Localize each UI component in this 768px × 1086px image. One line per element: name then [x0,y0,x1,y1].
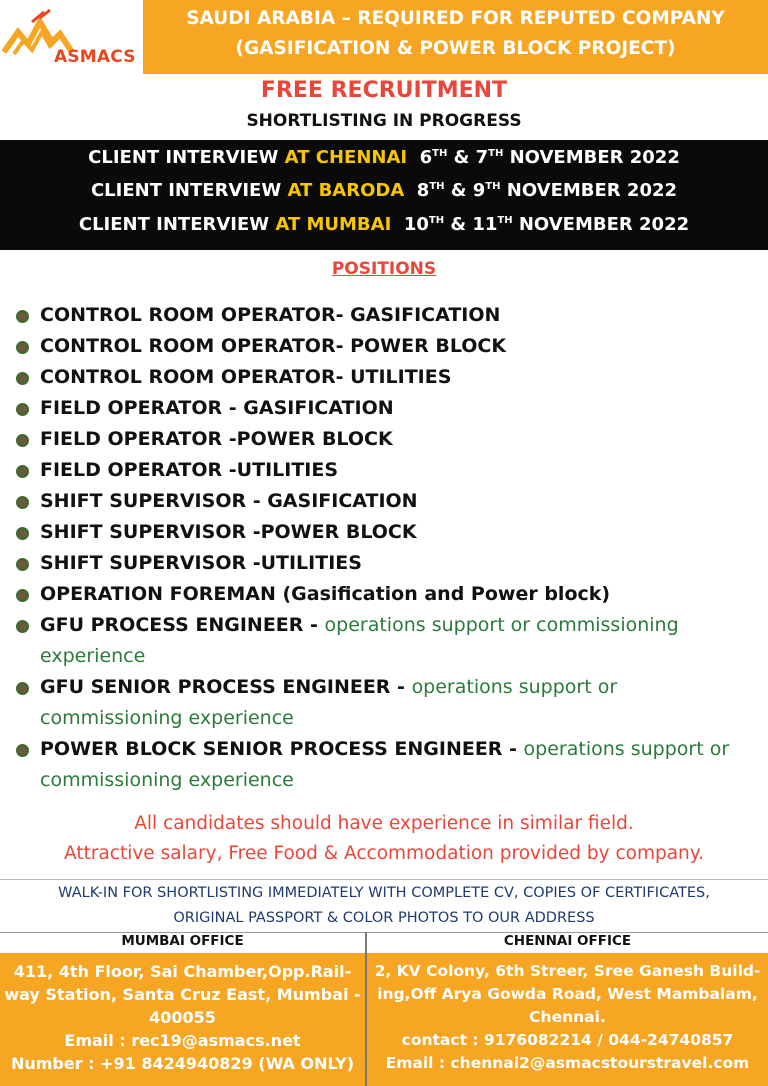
position-detail: operations support or commissioning experience [40,676,618,729]
mumbai-address-line1: 411, 4th Floor, Sai Chamber,Opp.Rail- [13,962,352,981]
walkin-line1: WALK-IN FOR SHORTLISTING IMMEDIATELY WITH COMPLETE CV, COPIES OF CERTIFICATES, [58,885,710,901]
bullet-icon [16,341,29,354]
interview-city: AT MUMBAI [275,214,392,235]
bullet-icon [16,589,29,602]
list-item [14,331,759,362]
interview-month: NOVEMBER 2022 [503,147,680,168]
list-item [14,424,759,455]
bullet-icon [16,310,29,323]
interview-day: 8 [416,180,430,201]
position-title: POWER BLOCK SENIOR PROCESS ENGINEER - [40,738,524,760]
list-item [14,610,759,672]
list-item [14,455,759,486]
position-title: SHIFT SUPERVISOR -POWER BLOCK [40,521,417,543]
mumbai-office-heading: MUMBAI OFFICE [0,932,365,952]
position-title: FIELD OPERATOR -UTILITIES [40,459,339,481]
position-title: CONTROL ROOM OPERATOR- GASIFICATION [40,304,501,326]
day-suffix: TH [497,215,513,226]
interview-day: 11 [472,214,498,235]
position-title: FIELD OPERATOR - GASIFICATION [40,397,394,419]
list-item [14,362,759,393]
free-recruitment-title: FREE RECRUITMENT [260,78,508,103]
mumbai-office-box [0,953,365,1086]
header-title-line1: SAUDI ARABIA – REQUIRED FOR REPUTED COMPANY [186,8,725,29]
header-banner [143,0,768,74]
bullet-icon [16,558,29,571]
mumbai-address-line2: way Station, Santa Cruz East, Mumbai - [4,985,361,1004]
list-item [14,486,759,517]
chennai-phone[interactable]: contact : 9176082214 / 044-24740857 [401,1031,734,1049]
logo-text: ASMACS [54,47,136,67]
positions-list [14,300,759,796]
position-title: FIELD OPERATOR -POWER BLOCK [40,428,393,450]
position-title: CONTROL ROOM OPERATOR- UTILITIES [40,366,452,388]
chennai-office-heading: CHENNAI OFFICE [367,932,768,952]
bullet-icon [16,682,29,695]
bullet-icon [16,496,29,509]
position-title: GFU PROCESS ENGINEER - [40,614,325,636]
chennai-address-line2: ing,Off Arya Gowda Road, West Mambalam, [377,985,758,1003]
interview-schedule-band [0,140,768,250]
bullet-icon [16,372,29,385]
bullet-icon [16,620,29,633]
benefits-note: Attractive salary, Free Food & Accommodation provided by company. [64,843,704,864]
interview-city: AT BARODA [287,180,405,201]
interview-and: & [447,147,476,168]
interview-prefix: CLIENT INTERVIEW [90,180,288,201]
interview-line-baroda [0,180,768,201]
position-title: SHIFT SUPERVISOR - GASIFICATION [40,490,418,512]
mumbai-phone[interactable]: Number : +91 8424940829 (WA ONLY) [10,1054,355,1073]
asmacs-logo [0,0,143,74]
chennai-office-box [367,953,768,1086]
day-suffix: TH [428,215,445,226]
walkin-line2: ORIGINAL PASSPORT & COLOR PHOTOS TO OUR ADDRESS [173,910,595,926]
interview-prefix: CLIENT INTERVIEW [78,214,276,235]
header [0,0,768,74]
day-suffix: TH [485,181,501,192]
list-item [14,548,759,579]
bullet-icon [16,465,29,478]
interview-day: 7 [475,147,489,168]
position-title: OPERATION FOREMAN (Gasification and Power block) [40,583,611,605]
interview-and: & [444,180,473,201]
position-detail: operations support or commissioning experience [40,614,679,667]
mumbai-address-line3: 400055 [149,1008,216,1027]
day-suffix: TH [429,181,445,192]
interview-and: & [444,214,473,235]
header-title-line2: (GASIFICATION & POWER BLOCK PROJECT) [235,38,676,59]
interview-line-chennai [0,147,768,168]
interview-line-mumbai [0,214,768,235]
office-divider [365,932,367,1086]
chennai-address-line3: Chennai. [529,1008,606,1026]
list-item [14,393,759,424]
interview-month: NOVEMBER 2022 [500,180,678,201]
interview-prefix: CLIENT INTERVIEW [88,147,285,168]
list-item [14,517,759,548]
chennai-address-line1: 2, KV Colony, 6th Streer, Sree Ganesh Build- [374,962,761,980]
shortlisting-subtitle: SHORTLISTING IN PROGRESS [246,111,522,131]
bullet-icon [16,527,29,540]
interview-day: 9 [472,180,486,201]
interview-city: AT CHENNAI [284,147,408,168]
position-title: CONTROL ROOM OPERATOR- POWER BLOCK [40,335,507,357]
list-item [14,672,759,734]
positions-heading: POSITIONS [331,259,437,279]
bullet-icon [16,403,29,416]
position-title: SHIFT SUPERVISOR -UTILITIES [40,552,362,574]
list-item [14,579,759,610]
interview-day: 6 [419,147,433,168]
day-suffix: TH [488,148,504,159]
divider [0,879,768,880]
day-suffix: TH [432,148,448,159]
bullet-icon [16,434,29,447]
experience-note: All candidates should have experience in similar field. [134,813,634,834]
bullet-icon [16,744,29,757]
interview-day: 10 [403,214,429,235]
list-item [14,300,759,331]
position-detail: operations support or commissioning experience [40,738,730,791]
interview-month: NOVEMBER 2022 [512,214,690,235]
list-item [14,734,759,796]
position-title: GFU SENIOR PROCESS ENGINEER - [40,676,412,698]
mumbai-email[interactable]: Email : rec19@asmacs.net [64,1031,301,1050]
chennai-email[interactable]: Email : chennai2@asmacstourstravel.com [385,1054,750,1072]
